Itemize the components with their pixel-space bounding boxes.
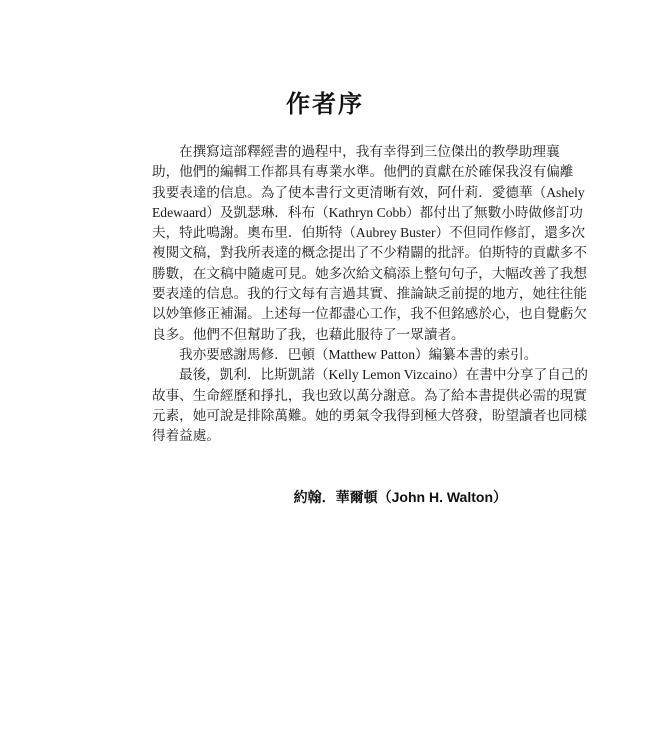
text-line: 我亦要感謝馬修．巴頓（Matthew Patton）編纂本書的索引。 <box>179 346 538 362</box>
paragraph-2 <box>152 345 538 365</box>
text-line: 勝數，在文稿中隨處可見。她多次給文稿添上整句句子，大幅改善了我想 <box>152 265 587 281</box>
text-line: 元素，她可說是排除萬難。她的勇氣令我得到極大啓發，盼望讀者也同樣 <box>152 407 587 423</box>
page-title: 作者序 <box>286 91 364 118</box>
text-line: 得着益處。 <box>152 428 220 444</box>
text-line: Edewaard）及凱瑟琳．科布（Kathryn Cobb）都付出了無數小時做修訂功 <box>152 204 583 220</box>
author-signature: 約翰．華爾頓（John H. Walton） <box>293 489 507 505</box>
preface-body <box>152 142 588 446</box>
text-line: 複閱文稿，對我所表達的概念提出了不少精闢的批評。伯斯特的貢獻多不 <box>152 245 587 261</box>
text-line: 要表達的信息。我的行文每有言過其實、推論缺乏前提的地方，她往往能 <box>152 286 587 302</box>
text-line: 我要表達的信息。為了使本書行文更清晰有效，阿什莉．愛德華（Ashely <box>152 184 585 200</box>
text-line: 助，他們的編輯工作都具有專業水準。他們的貢獻在於確保我沒有偏離 <box>152 164 574 180</box>
text-line: 夫，特此鳴謝。奧布里．伯斯特（Aubrey Buster）不但同作修訂，還多次 <box>152 225 586 241</box>
text-line: 最後，凱利．比斯凱諾（Kelly Lemon Vizcaino）在書中分享了自己的 <box>179 367 588 383</box>
paragraph-1 <box>152 142 587 345</box>
text-line: 良多。他們不但幫助了我，也藉此服待了一眾讀者。 <box>152 326 465 342</box>
text-line: 以妙筆修正補漏。上述每一位都盡心工作，我不但銘感於心，也自覺虧欠 <box>152 306 587 322</box>
paragraph-3 <box>152 365 588 446</box>
text-line: 在撰寫這部釋經書的過程中，我有幸得到三位傑出的教學助理襄 <box>179 144 560 159</box>
text-line: 故事、生命經歷和掙扎，我也致以萬分謝意。為了給本書提供必需的現實 <box>152 387 587 403</box>
